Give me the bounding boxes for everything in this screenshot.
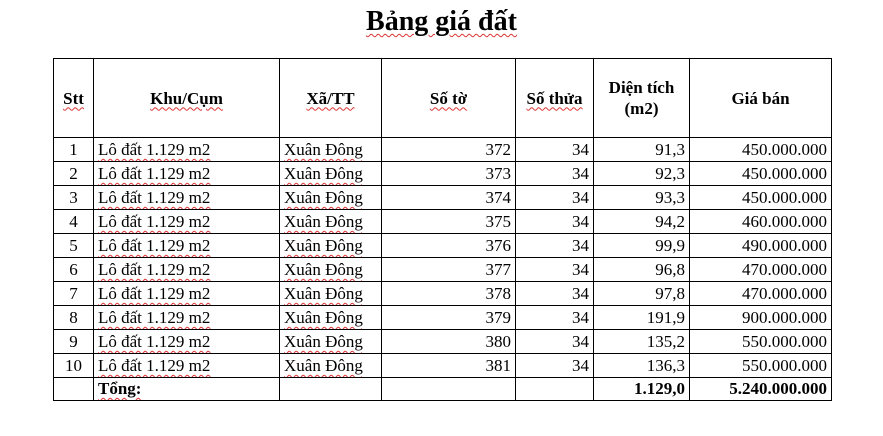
cell-dien-tich: 99,9 <box>594 234 690 258</box>
total-row <box>54 378 832 401</box>
total-empty-cell <box>516 378 594 401</box>
cell-so-to: 373 <box>382 162 516 186</box>
header-so-to: Số tờ <box>382 59 516 138</box>
cell-xa-tt: Xuân Đông <box>280 258 382 282</box>
cell-so-to: 380 <box>382 330 516 354</box>
cell-so-thua: 34 <box>516 330 594 354</box>
table-row <box>54 138 832 162</box>
cell-stt: 2 <box>54 162 94 186</box>
cell-stt: 5 <box>54 234 94 258</box>
cell-khu-cum: Lô đất 1.129 m2 <box>94 162 280 186</box>
cell-so-thua: 34 <box>516 282 594 306</box>
cell-gia-ban: 450.000.000 <box>690 186 832 210</box>
table-row <box>54 330 832 354</box>
cell-so-to: 379 <box>382 306 516 330</box>
header-dien-tich: Diện tích (m2) <box>594 59 690 138</box>
cell-stt: 1 <box>54 138 94 162</box>
cell-gia-ban: 490.000.000 <box>690 234 832 258</box>
cell-khu-cum: Lô đất 1.129 m2 <box>94 306 280 330</box>
cell-gia-ban: 470.000.000 <box>690 282 832 306</box>
cell-xa-tt: Xuân Đông <box>280 330 382 354</box>
cell-so-to: 375 <box>382 210 516 234</box>
cell-xa-tt: Xuân Đông <box>280 234 382 258</box>
cell-stt: 7 <box>54 282 94 306</box>
cell-so-to: 377 <box>382 258 516 282</box>
total-empty-cell <box>382 378 516 401</box>
total-dien-tich: 1.129,0 <box>594 378 690 401</box>
cell-so-to: 372 <box>382 138 516 162</box>
cell-xa-tt: Xuân Đông <box>280 282 382 306</box>
cell-dien-tich: 91,3 <box>594 138 690 162</box>
total-label: Tổng: <box>94 378 280 401</box>
table-row <box>54 162 832 186</box>
cell-so-to: 378 <box>382 282 516 306</box>
total-empty-cell <box>54 378 94 401</box>
cell-dien-tich: 97,8 <box>594 282 690 306</box>
cell-dien-tich: 92,3 <box>594 162 690 186</box>
cell-xa-tt: Xuân Đông <box>280 186 382 210</box>
cell-khu-cum: Lô đất 1.129 m2 <box>94 330 280 354</box>
cell-xa-tt: Xuân Đông <box>280 210 382 234</box>
cell-khu-cum: Lô đất 1.129 m2 <box>94 234 280 258</box>
cell-so-thua: 34 <box>516 162 594 186</box>
header-stt: Stt <box>54 59 94 138</box>
cell-gia-ban: 460.000.000 <box>690 210 832 234</box>
cell-so-thua: 34 <box>516 258 594 282</box>
table-row <box>54 186 832 210</box>
cell-khu-cum: Lô đất 1.129 m2 <box>94 138 280 162</box>
cell-gia-ban: 550.000.000 <box>690 354 832 378</box>
table-row <box>54 354 832 378</box>
header-khu-cum: Khu/Cụm <box>94 59 280 138</box>
cell-dien-tich: 93,3 <box>594 186 690 210</box>
cell-so-thua: 34 <box>516 234 594 258</box>
cell-stt: 10 <box>54 354 94 378</box>
page-title: Bảng giá đất <box>366 6 517 37</box>
cell-gia-ban: 450.000.000 <box>690 162 832 186</box>
cell-so-thua: 34 <box>516 138 594 162</box>
cell-khu-cum: Lô đất 1.129 m2 <box>94 186 280 210</box>
cell-so-thua: 34 <box>516 354 594 378</box>
cell-gia-ban: 550.000.000 <box>690 330 832 354</box>
cell-dien-tich: 135,2 <box>594 330 690 354</box>
table-row <box>54 210 832 234</box>
table-row <box>54 258 832 282</box>
cell-so-thua: 34 <box>516 210 594 234</box>
cell-khu-cum: Lô đất 1.129 m2 <box>94 282 280 306</box>
cell-so-thua: 34 <box>516 186 594 210</box>
cell-so-thua: 34 <box>516 306 594 330</box>
cell-so-to: 376 <box>382 234 516 258</box>
total-empty-cell <box>280 378 382 401</box>
cell-xa-tt: Xuân Đông <box>280 306 382 330</box>
cell-xa-tt: Xuân Đông <box>280 162 382 186</box>
price-table <box>53 58 832 401</box>
cell-dien-tich: 136,3 <box>594 354 690 378</box>
header-row <box>54 59 832 138</box>
cell-stt: 4 <box>54 210 94 234</box>
cell-gia-ban: 900.000.000 <box>690 306 832 330</box>
cell-stt: 9 <box>54 330 94 354</box>
cell-xa-tt: Xuân Đông <box>280 354 382 378</box>
table-row <box>54 306 832 330</box>
total-gia-ban: 5.240.000.000 <box>690 378 832 401</box>
cell-khu-cum: Lô đất 1.129 m2 <box>94 210 280 234</box>
cell-xa-tt: Xuân Đông <box>280 138 382 162</box>
table-row <box>54 234 832 258</box>
cell-stt: 6 <box>54 258 94 282</box>
table-row <box>54 282 832 306</box>
cell-dien-tich: 191,9 <box>594 306 690 330</box>
cell-so-to: 374 <box>382 186 516 210</box>
header-so-thua: Số thửa <box>516 59 594 138</box>
cell-stt: 3 <box>54 186 94 210</box>
cell-so-to: 381 <box>382 354 516 378</box>
cell-dien-tich: 96,8 <box>594 258 690 282</box>
cell-gia-ban: 450.000.000 <box>690 138 832 162</box>
cell-khu-cum: Lô đất 1.129 m2 <box>94 354 280 378</box>
cell-khu-cum: Lô đất 1.129 m2 <box>94 258 280 282</box>
header-gia-ban: Giá bán <box>690 59 832 138</box>
cell-gia-ban: 470.000.000 <box>690 258 832 282</box>
cell-stt: 8 <box>54 306 94 330</box>
cell-dien-tich: 94,2 <box>594 210 690 234</box>
header-xa-tt: Xã/TT <box>280 59 382 138</box>
